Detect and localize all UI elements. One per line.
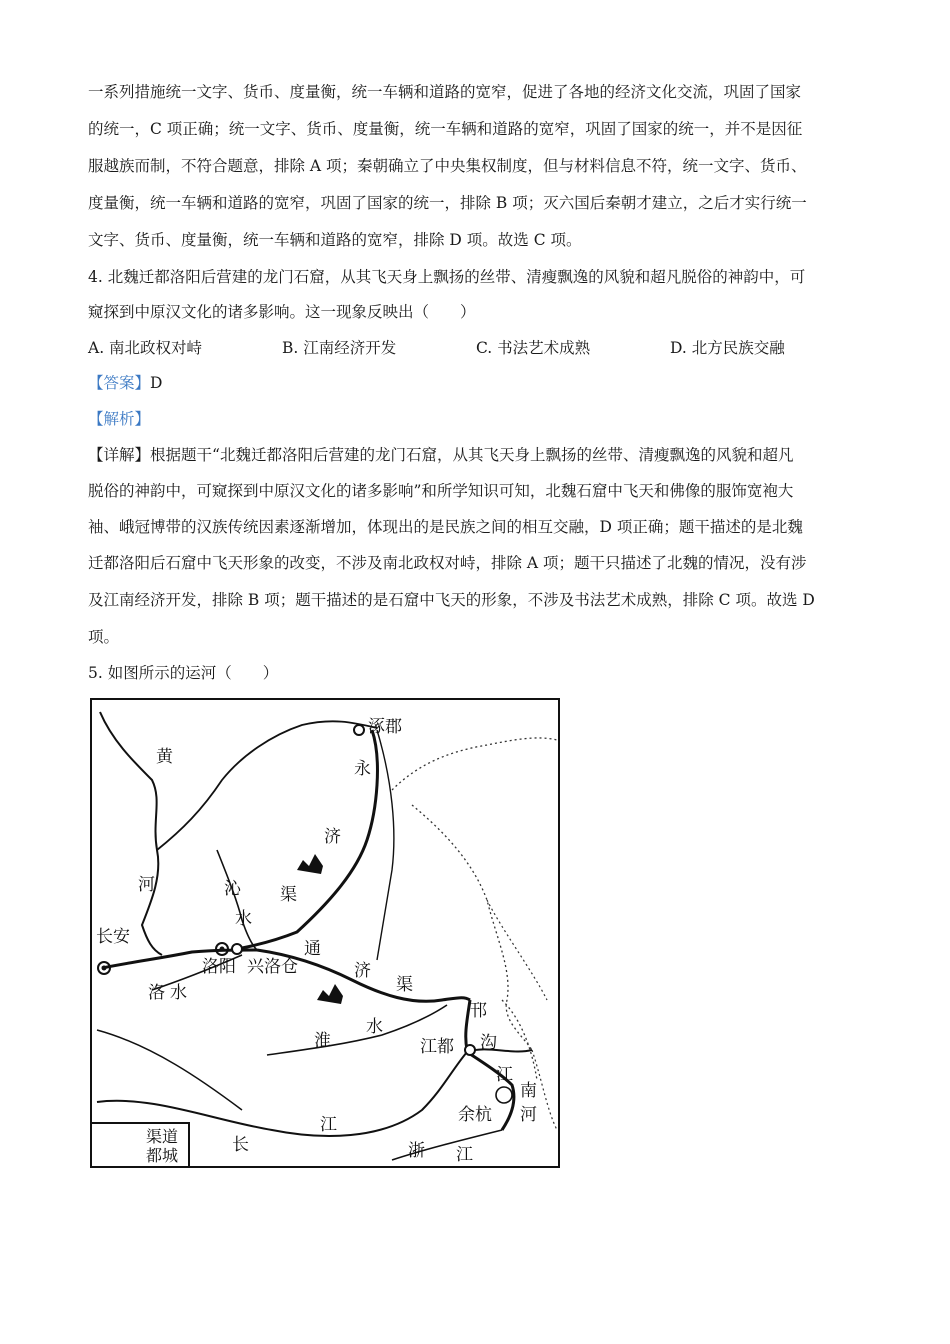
label-tong: 通 [304, 939, 321, 959]
legend-capital-label: 都城 [146, 1146, 179, 1165]
label-qu1: 渠 [280, 885, 297, 905]
q4-stem-line: 窥探到中原汉文化的诸多影响。这一现象反映出（ ） [88, 303, 476, 321]
canal-map [90, 698, 560, 1168]
q4-answer [88, 373, 162, 393]
mountain-symbol [317, 984, 343, 1004]
yellow-river [100, 712, 162, 955]
legend-canal-label: 渠道 [146, 1127, 179, 1146]
label-jiang2: 江 [320, 1115, 337, 1135]
label-jiang1: 江 [496, 1065, 513, 1085]
map-drawing [92, 700, 560, 1168]
label-changan: 长安 [96, 927, 130, 947]
label-he2: 河 [520, 1105, 537, 1125]
q4-option-a: A. 南北政权对峙 [88, 339, 203, 357]
answer-value: D [150, 374, 163, 392]
detail-tag: 【详解】 [88, 446, 151, 464]
city-marker [465, 1045, 475, 1055]
label-jiangdu: 江都 [420, 1037, 454, 1057]
q4-detail-line [88, 445, 793, 465]
prev-explanation-line: 度量衡，统一车辆和道路的宽窄，巩固了国家的统一，排除 B 项；灭六国后秦朝才建立，之后才实行统一 [88, 194, 807, 212]
label-he1: 河 [138, 875, 155, 895]
label-qu2: 渠 [396, 975, 413, 995]
label-luoyang: 洛阳 [202, 957, 236, 977]
q4-option-c: C. 书法艺术成熟 [476, 339, 591, 357]
prev-explanation-line: 服越族而制，不符合题意，排除 A 项；秦朝确立了中央集权制度，但与材料信息不符，统一文字、货币、 [88, 157, 807, 175]
label-shui2: 水 [170, 983, 187, 1003]
prev-explanation-line: 一系列措施统一文字、货币、度量衡，统一车辆和道路的宽窄，促进了各地的经济文化交流，巩固了国家 [88, 83, 802, 101]
label-xingluocang: 兴洛仓 [247, 957, 298, 977]
capital-marker [220, 947, 225, 952]
city-marker [354, 725, 364, 735]
qin-river [217, 850, 257, 950]
label-ji1: 济 [324, 827, 341, 847]
label-huang: 黄 [156, 747, 173, 767]
q5-stem: 5. 如图所示的运河（ ） [88, 664, 279, 682]
label-zhe: 浙 [408, 1141, 425, 1161]
yellow-river-upper [157, 721, 377, 850]
q4-detail-line: 及江南经济开发，排除 B 项；题干描述的是石窟中飞天的形象，不涉及书法艺术成熟，排除 C 项。故选 D [88, 591, 815, 609]
mountain-symbol [297, 854, 323, 874]
coastline [392, 738, 557, 1080]
label-yuhang: 余杭 [458, 1105, 492, 1125]
answer-tag: 【答案】 [88, 374, 151, 392]
label-chang: 长 [232, 1135, 249, 1155]
yangtze-upper [97, 1030, 242, 1110]
q4-stem-line: 4. 北魏迁都洛阳后营建的龙门石窟，从其飞天身上飘扬的丝带、清瘦飘逸的风貌和超凡脱俗的神韵中，可 [88, 268, 806, 286]
label-nan: 南 [520, 1081, 537, 1101]
label-gou: 沟 [480, 1033, 497, 1053]
q4-detail-line: 脱俗的神韵中，可窥探到中原汉文化的诸多影响”和所学知识可知，北魏石窟中飞天和佛像的服饰宽袍大 [88, 482, 794, 500]
city-marker [232, 944, 242, 954]
label-jiang3: 江 [456, 1145, 473, 1165]
label-yong: 永 [354, 759, 371, 779]
analysis-tag: 【解析】 [88, 410, 151, 428]
prev-explanation-line: 文字、货币、度量衡，统一车辆和道路的宽窄，排除 D 项。故选 C 项。 [88, 231, 582, 249]
q4-detail-line: 袖、峨冠博带的汉族传统因素逐渐增加，体现出的是民族之间的相互交融，D 项正确；题干描述的是北魏 [88, 518, 803, 536]
detail-first-text: 根据题干“北魏迁都洛阳后营建的龙门石窟，从其飞天身上飘扬的丝带、清瘦飘逸的风貌和超凡 [150, 446, 794, 464]
label-shui3: 水 [366, 1017, 383, 1037]
label-qin: 沁 [224, 879, 241, 899]
capital-marker [102, 966, 107, 971]
label-shui1: 水 [235, 909, 252, 929]
label-zhuojun: 涿郡 [368, 717, 402, 737]
label-ji2: 济 [354, 961, 371, 981]
label-luo: 洛 [148, 983, 165, 1003]
q4-option-d: D. 北方民族交融 [670, 339, 785, 357]
q4-option-b: B. 江南经济开发 [282, 339, 397, 357]
label-huai: 淮 [314, 1031, 331, 1051]
label-han: 邗 [470, 1001, 487, 1021]
q4-analysis-tag [88, 409, 150, 429]
prev-explanation-line: 的统一，C 项正确；统一文字、货币、度量衡，统一车辆和道路的宽窄，巩固了国家的统一，并不是因征 [88, 120, 803, 138]
q4-detail-line: 迁都洛阳后石窟中飞天形象的改变，不涉及南北政权对峙，排除 A 项；题干只描述了北魏的情况，没有涉 [88, 554, 807, 572]
city-marker [496, 1087, 512, 1103]
q4-detail-line: 项。 [88, 628, 120, 646]
yongji-canal-river [377, 730, 394, 960]
